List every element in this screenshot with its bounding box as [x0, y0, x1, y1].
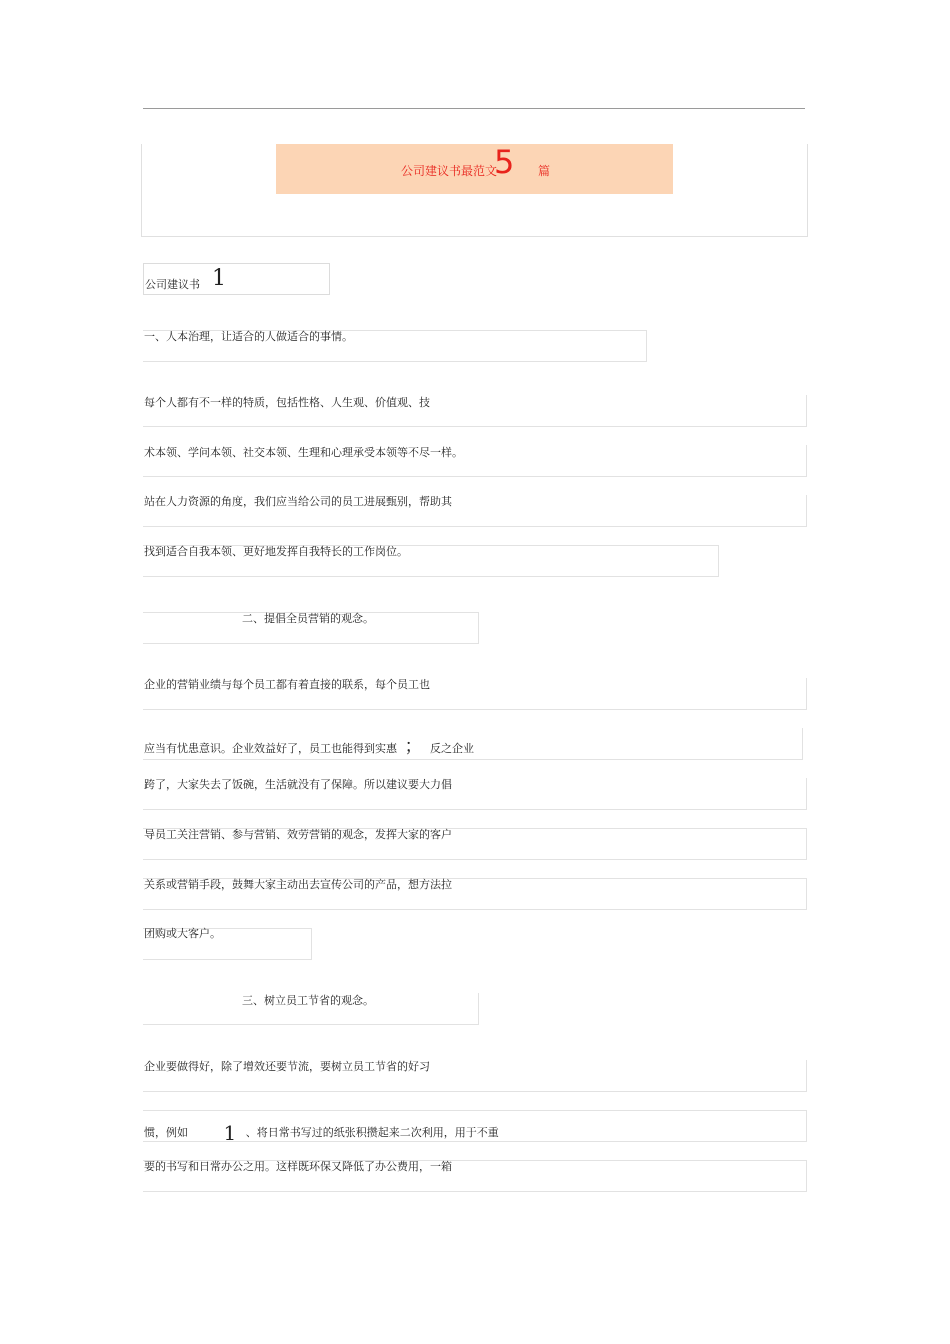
- section-heading: [143, 263, 330, 295]
- paragraph-line: [144, 1118, 499, 1145]
- text-run: 反之企业: [430, 742, 474, 755]
- subheading-3: 三、树立员工节省的观念。: [242, 994, 374, 1007]
- semicolon: ；: [404, 736, 423, 757]
- paragraph-line: 术本领、学问本领、社交本领、生理和心理承受本领等不尽一样。: [144, 446, 463, 459]
- subheading-1: 一、人本治理，让适合的人做适合的事情。: [144, 330, 353, 343]
- top-rule: [143, 108, 805, 109]
- text-run: 、将日常书写过的纸张积攒起来二次利用，用于不重: [245, 1126, 499, 1139]
- text-run: 惯，例如: [144, 1126, 188, 1139]
- list-number: 1: [223, 1121, 237, 1145]
- subheading-2: 二、提倡全员营销的观念。: [242, 612, 374, 625]
- title-text: 公司建议书最范文: [401, 164, 498, 178]
- paragraph-line: 关系或营销手段，鼓舞大家主动出去宣传公司的产品，想方法拉: [144, 878, 452, 891]
- paragraph-line: 团购或大客户。: [144, 927, 221, 940]
- document-title: [276, 144, 673, 194]
- paragraph-line: 找到适合自我本领、更好地发挥自我特长的工作岗位。: [144, 545, 408, 558]
- paragraph-line: 跨了，大家失去了饭碗，生活就没有了保障。所以建议要大力倡: [144, 778, 452, 791]
- paragraph-line: 企业要做得好，除了增效还要节流，要树立员工节省的好习: [144, 1060, 430, 1073]
- text-run: 应当有忧患意识。企业效益好了，员工也能得到实惠: [144, 742, 397, 755]
- paragraph-line: 导员工关注营销、参与营销、效劳营销的观念，发挥大家的客户: [144, 828, 452, 841]
- title-number: 5: [494, 143, 515, 181]
- section-number: 1: [212, 266, 226, 291]
- paragraph-line: 企业的营销业绩与每个员工都有着直接的联系，每个员工也: [144, 678, 430, 691]
- paragraph-line: [144, 736, 474, 757]
- title-suffix: 篇: [538, 164, 551, 178]
- paragraph-line: 要的书写和日常办公之用。这样既环保又降低了办公费用，一箱: [144, 1160, 452, 1173]
- section-label: 公司建议书: [145, 278, 200, 291]
- paragraph-line: 站在人力资源的角度，我们应当给公司的员工进展甄别，帮助其: [144, 495, 452, 508]
- paragraph-line: 每个人都有不一样的特质，包括性格、人生观、价值观、技: [144, 396, 430, 409]
